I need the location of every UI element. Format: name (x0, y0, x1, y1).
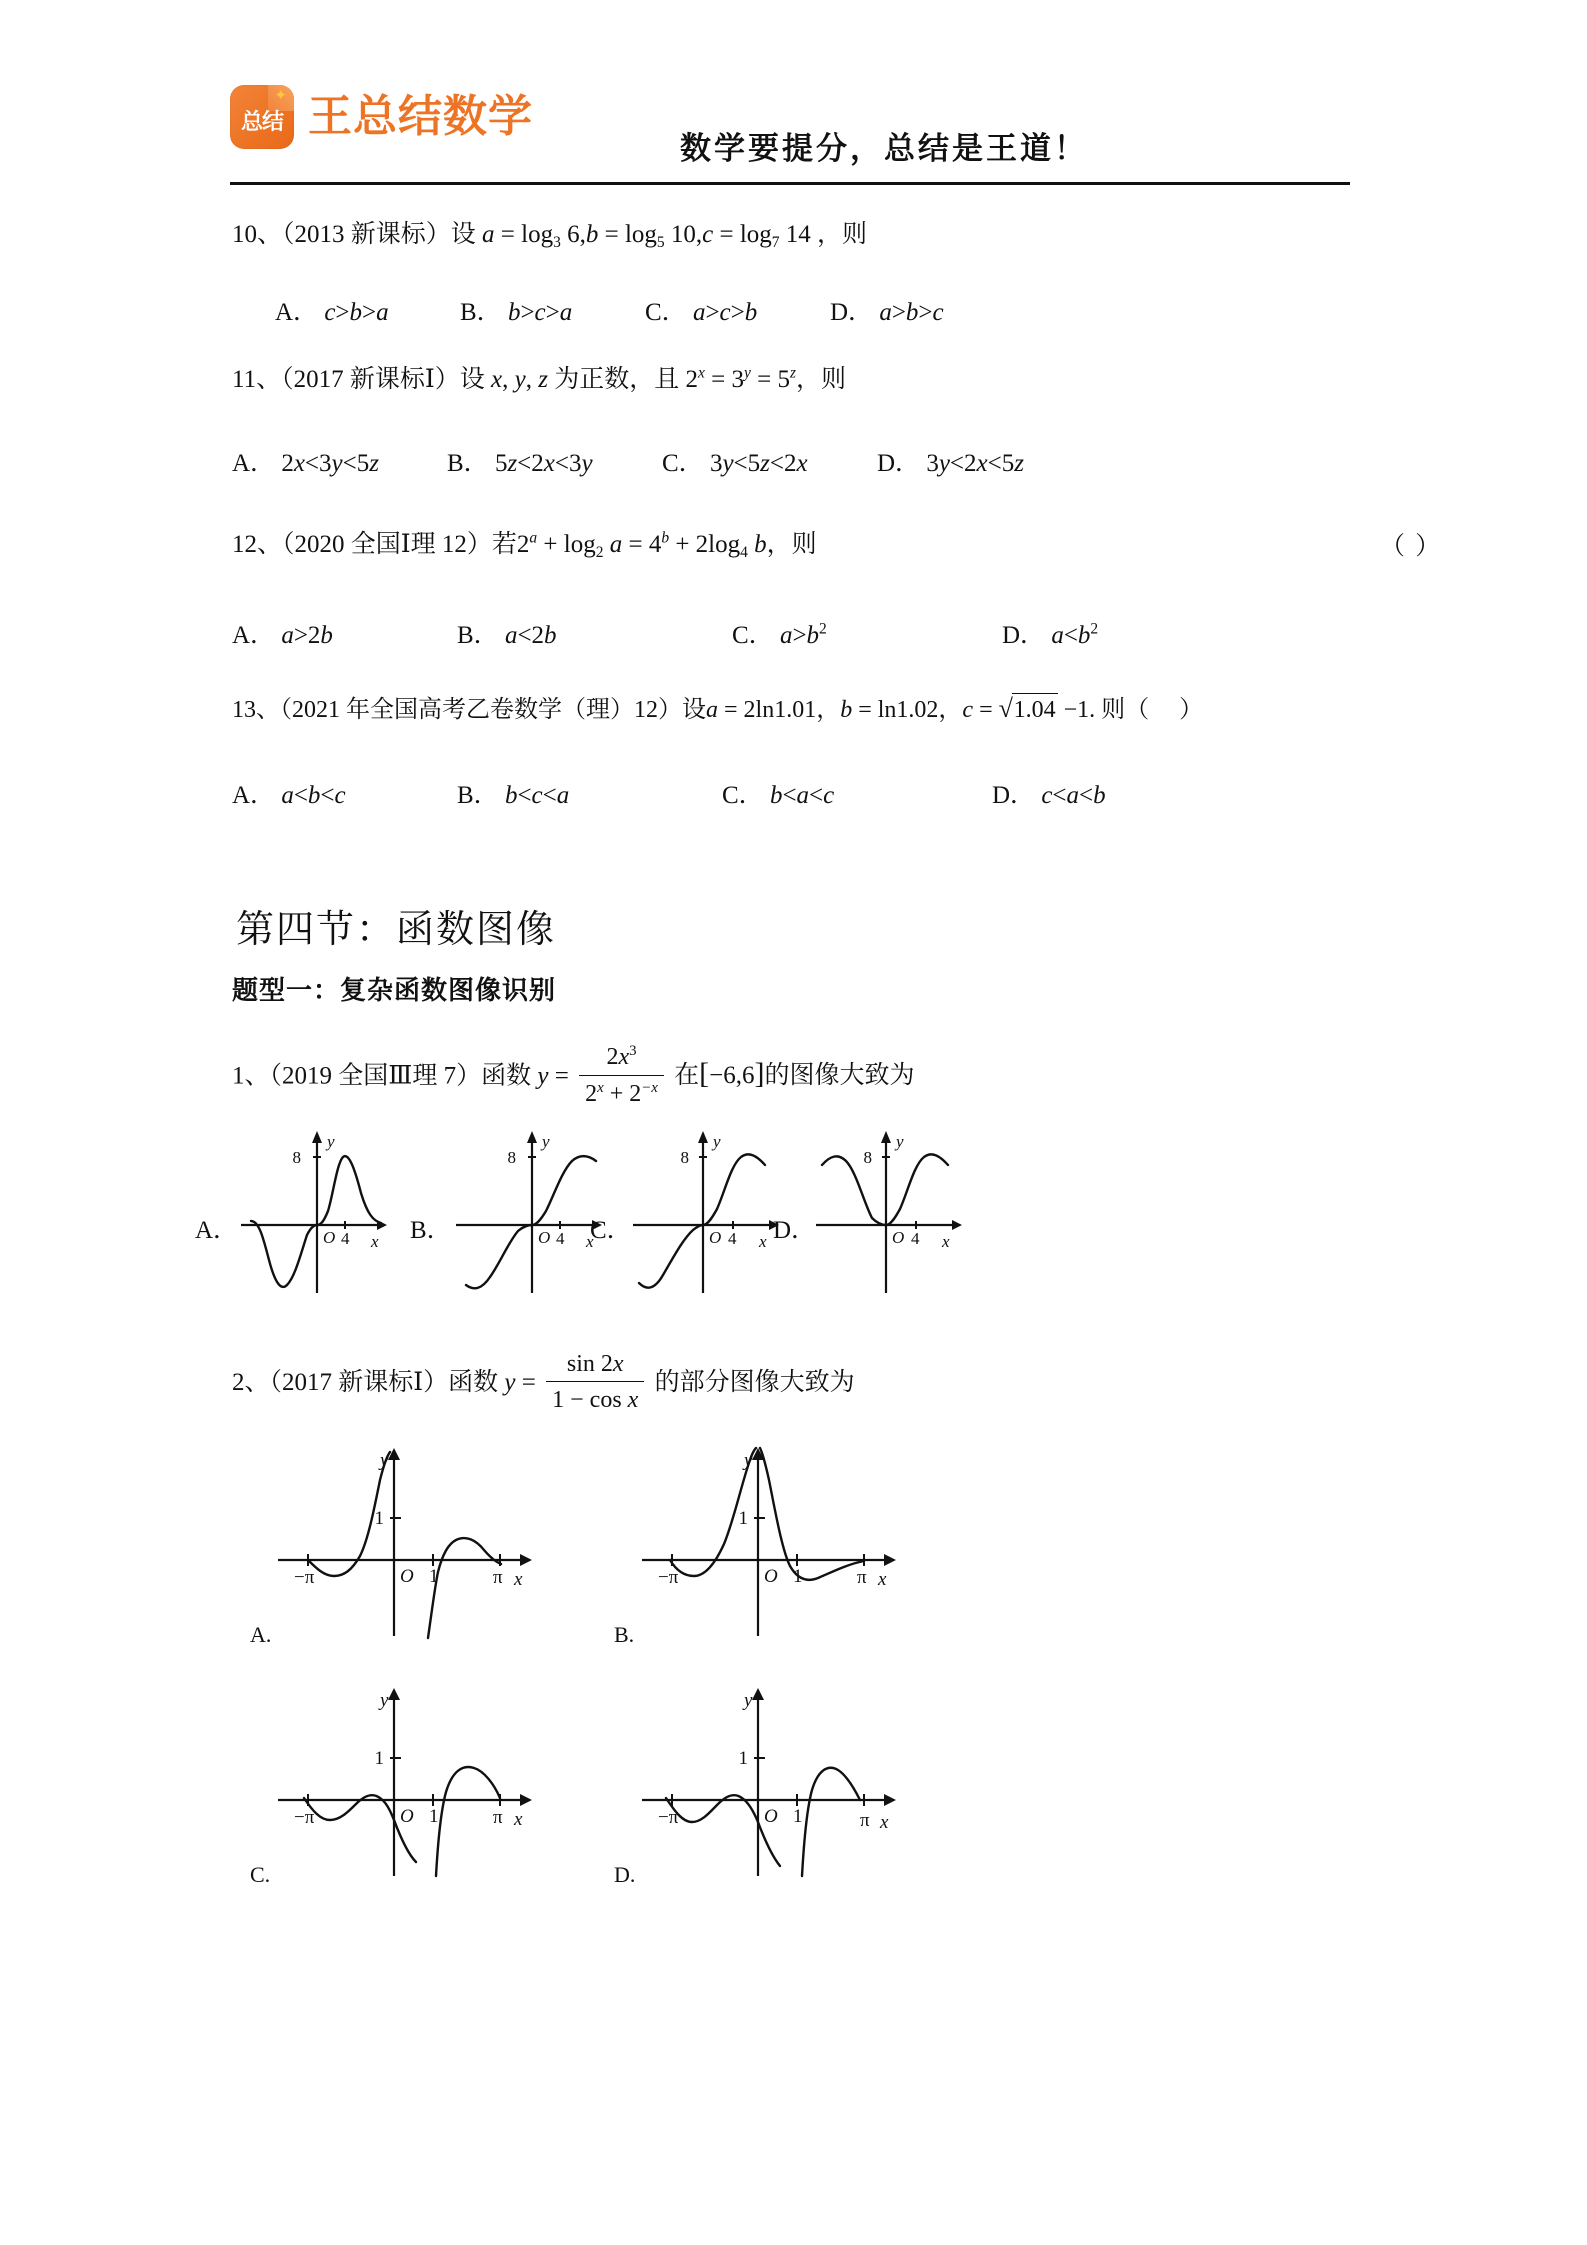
question-13-stem (232, 693, 1203, 726)
gq2-option-B-letter[interactable]: B. (614, 1622, 635, 1647)
svg-text:y: y (713, 1132, 721, 1151)
gq2-graph-C (268, 1680, 558, 1880)
option-11-B[interactable]: B． 5z<2x<3y (447, 450, 593, 477)
svg-text:x: x (514, 1809, 523, 1830)
graph-question-2-stem: 2、（2017 新课标Ⅰ）函数 y = $\frac{\sin 2x}{\text{1 − cos x}}$ 的部分图像大致为 (232, 1350, 855, 1419)
svg-text:x: x (880, 1812, 889, 1833)
svg-text:y: y (744, 1690, 753, 1711)
graph-question-1-stem: 1、（2019 全国Ⅲ理 7）函数 y = $\frac{2x^3}{2^x + 2^{-x}}$ 在[−6,6]的图像大致为 (232, 1043, 915, 1112)
svg-text:y: y (744, 1450, 753, 1471)
svg-text:1: 1 (738, 1748, 748, 1769)
gq1-fraction (579, 1041, 664, 1110)
gq2-denominator: 1 − cos x (546, 1381, 644, 1416)
question-11-number: 11、 (232, 366, 282, 393)
svg-text:π: π (857, 1567, 867, 1588)
svg-text:4: 4 (341, 1229, 350, 1248)
svg-text:1: 1 (374, 1748, 384, 1769)
question-13-options (232, 775, 1106, 811)
option-10-C[interactable]: C． a>c>b (645, 299, 758, 326)
option-12-D-letter: D． (1002, 622, 1046, 649)
svg-text:π: π (493, 1567, 503, 1588)
svg-text:O: O (764, 1806, 778, 1827)
gq1-option-A-letter[interactable]: A． (195, 1217, 239, 1244)
question-12-prefix: 若 (491, 531, 517, 558)
svg-text:x: x (586, 1232, 594, 1251)
svg-text:1: 1 (429, 1806, 439, 1827)
svg-text:O: O (892, 1228, 905, 1247)
option-10-B[interactable]: B． b>c>a (460, 299, 573, 326)
option-11-C[interactable]: C． 3y<5z<2x (662, 450, 808, 477)
gq1-option-D-letter[interactable]: D． (773, 1217, 817, 1244)
question-11-math: $2^x = 3^y = 5^z$ (685, 364, 796, 393)
question-10-suffix: ，则 (817, 221, 868, 248)
gq1-number: 1、 (232, 1062, 270, 1090)
gq2-option-A-letter[interactable]: A. (250, 1622, 272, 1647)
option-11-D[interactable]: D． 3y<2x<5z (877, 450, 1024, 477)
gq2-lead: 函数 (448, 1369, 499, 1397)
option-11-A[interactable]: A． 2x<3y<5z (232, 450, 379, 477)
svg-text:−π: −π (658, 1807, 679, 1828)
svg-text:1: 1 (374, 1508, 384, 1529)
svg-text:O: O (709, 1228, 722, 1247)
gq1-option-C-letter[interactable]: C． (590, 1217, 632, 1244)
option-12-D[interactable]: D． $a<b^2$ (1002, 620, 1099, 649)
svg-text:1: 1 (793, 1806, 803, 1827)
svg-text:x: x (514, 1569, 523, 1590)
brand-name: 王总结数学 (308, 92, 533, 141)
question-10-source: （2013 新课标） (282, 221, 451, 248)
gq1-tail: 在[−6,6]的图像大致为 (674, 1057, 915, 1091)
svg-text:y: y (542, 1132, 550, 1151)
option-13-B-letter: B． (457, 782, 499, 809)
header-divider (230, 182, 1350, 185)
gq2-graph-D (632, 1680, 922, 1880)
question-12-source: （2020 全国Ⅰ理 12） (282, 531, 492, 558)
gq2-numerator: sin 2x (566, 1351, 624, 1377)
svg-text:O: O (400, 1806, 414, 1827)
question-11-source: （2017 新课标Ⅰ） (281, 366, 460, 393)
option-13-C-letter: C． (722, 782, 764, 809)
svg-text:O: O (538, 1228, 551, 1247)
question-11-stem: 11、（2017 新课标Ⅰ）设 x, y, z 为正数，且 $2^x = 3^y = 5^z$，则 (232, 364, 847, 393)
svg-text:O: O (764, 1566, 778, 1587)
svg-text:−π: −π (294, 1807, 315, 1828)
option-13-D-letter: D． (992, 782, 1036, 809)
option-12-B-letter: B． (457, 622, 499, 649)
gq1-graph-D (810, 1125, 970, 1295)
question-10-stem (232, 218, 867, 254)
question-12-number: 12、 (232, 531, 283, 558)
gq2-graph-B (632, 1440, 922, 1640)
brand-tagline: 数学要提分，总结是王道！ (680, 131, 1088, 166)
option-13-A[interactable]: A． a<b<c (232, 782, 346, 809)
section-title: 第四节：函数图像 (236, 909, 557, 951)
svg-text:4: 4 (556, 1229, 565, 1248)
question-12-answer-slot[interactable]: （ ） (1380, 533, 1443, 560)
question-10-math: $a = \log_3 6,b = \log_5 10,c = \log_7 14$ (482, 221, 818, 252)
svg-text:8: 8 (863, 1148, 872, 1167)
gq2-graph-A (268, 1440, 558, 1640)
svg-text:−π: −π (658, 1567, 679, 1588)
option-12-C[interactable]: C． $a>b^2$ (732, 620, 827, 649)
svg-text:π: π (493, 1807, 503, 1828)
option-12-A-letter: A． (232, 622, 276, 649)
page-header (230, 85, 1350, 180)
question-13-number: 13、 (232, 697, 280, 723)
sqrt-icon: √ 1.04 (999, 693, 1058, 726)
option-12-A[interactable]: A． a>2b (232, 622, 333, 649)
question-10-options (275, 292, 944, 328)
section-subtitle: 题型一：复杂函数图像识别 (232, 976, 557, 1005)
option-11-B-letter: B． (447, 450, 489, 477)
question-10-number: 10、 (232, 221, 283, 248)
question-13-math: a = 2ln1.01，b = ln1.02，c = √ 1.04 −1 (706, 697, 1089, 723)
svg-text:y: y (896, 1132, 904, 1151)
svg-text:x: x (371, 1232, 379, 1251)
option-10-D-letter: D． (830, 299, 874, 326)
brand-logo (230, 85, 533, 149)
svg-text:4: 4 (911, 1229, 920, 1248)
option-11-D-letter: D． (877, 450, 921, 477)
option-10-B-letter: B． (460, 299, 502, 326)
svg-text:1: 1 (793, 1566, 803, 1587)
question-10-prefix: 设 (450, 221, 476, 248)
question-12-suffix: ，则 (766, 531, 817, 558)
svg-text:O: O (400, 1566, 414, 1587)
svg-text:1: 1 (429, 1566, 439, 1587)
svg-text:x: x (878, 1569, 887, 1590)
question-12-options (232, 615, 1098, 651)
option-10-A[interactable]: A． c>b>a (275, 299, 389, 326)
svg-text:x: x (759, 1232, 767, 1251)
svg-text:y: y (380, 1690, 389, 1711)
option-12-B[interactable]: B． a<2b (457, 622, 557, 649)
question-12-math: $2^a + \log_2 a = 4^b + 2\log_4$ b (516, 529, 767, 562)
question-13-suffix: . 则（ ） (1089, 697, 1204, 723)
svg-text:4: 4 (728, 1229, 737, 1248)
option-10-D[interactable]: D． a>b>c (830, 299, 944, 326)
svg-text:8: 8 (292, 1148, 301, 1167)
gq1-source: （2019 全国Ⅲ理 7） (269, 1062, 482, 1090)
svg-text:π: π (860, 1810, 870, 1831)
gq1-graph-A (235, 1125, 395, 1295)
option-12-C-letter: C． (732, 622, 774, 649)
svg-text:x: x (942, 1232, 950, 1251)
logo-badge-text: 总结 (240, 108, 283, 134)
logo-badge-icon (230, 85, 294, 149)
gq2-option-D-letter[interactable]: D. (614, 1862, 636, 1887)
option-13-D[interactable]: D． c<a<b (992, 782, 1106, 809)
svg-text:O: O (323, 1228, 336, 1247)
sparkle-icon: ✦ (274, 88, 287, 104)
question-12-stem (232, 528, 817, 564)
gq1-lead: 函数 (481, 1062, 532, 1090)
gq2-tail: 的部分图像大致为 (654, 1369, 855, 1397)
gq2-number: 2、 (232, 1369, 270, 1397)
svg-text:−π: −π (294, 1567, 315, 1588)
gq2-option-C-letter[interactable]: C. (250, 1862, 271, 1887)
question-13-prefix: 设 (682, 697, 706, 723)
gq1-numerator: $2x^3$ (606, 1043, 637, 1071)
gq2-source: （2017 新课标Ⅰ） (269, 1369, 449, 1397)
gq1-graph-B (450, 1125, 610, 1295)
option-13-A-letter: A． (232, 782, 276, 809)
option-11-C-letter: C． (662, 450, 704, 477)
gq1-denominator: $2^x + 2^{-x}$ (579, 1075, 664, 1111)
option-13-B[interactable]: B． b<c<a (457, 782, 570, 809)
svg-text:8: 8 (507, 1148, 516, 1167)
svg-text:y: y (327, 1132, 335, 1151)
svg-text:8: 8 (680, 1148, 689, 1167)
gq2-fraction (546, 1348, 644, 1417)
option-13-C[interactable]: C． b<a<c (722, 782, 835, 809)
svg-text:y: y (380, 1450, 389, 1471)
option-10-C-letter: C． (645, 299, 687, 326)
gq1-option-B-letter[interactable]: B． (410, 1217, 452, 1244)
gq1-graph-C (627, 1125, 787, 1295)
option-11-A-letter: A． (232, 450, 276, 477)
svg-text:1: 1 (738, 1508, 748, 1529)
question-11-options (232, 443, 1024, 479)
option-10-A-letter: A． (275, 299, 319, 326)
question-13-source: （2021 年全国高考乙卷数学（理）12） (280, 697, 682, 723)
